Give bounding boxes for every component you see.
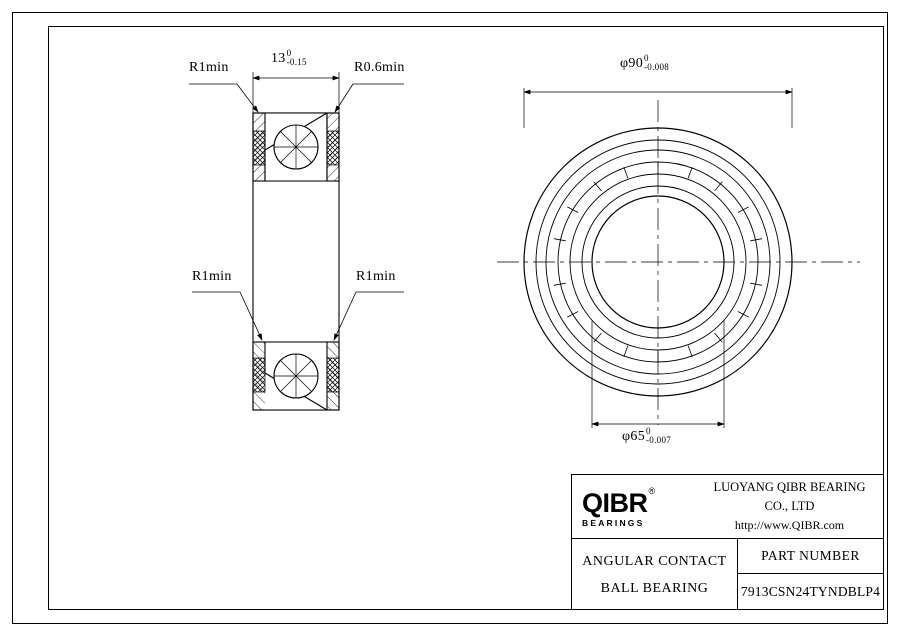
title-block-body: [572, 539, 883, 610]
label-width-dimension: [271, 50, 307, 68]
bore-diameter-tol-lower: -0.007: [646, 435, 672, 445]
product-description: [572, 539, 738, 610]
product-description-line2: BALL BEARING: [600, 580, 709, 596]
registered-trademark-icon: ®: [648, 486, 655, 496]
company-info: [702, 478, 883, 535]
part-number-section: [738, 539, 883, 610]
brand-name: QIBR: [582, 488, 648, 518]
title-block: [571, 474, 884, 610]
width-tol-upper: 0: [286, 48, 292, 58]
section-view-group: [189, 72, 404, 410]
label-r1min-top-left: R1min: [189, 60, 229, 75]
front-view-group: [497, 88, 860, 428]
label-r1min-bottom-left: R1min: [192, 269, 232, 284]
company-name: LUOYANG QIBR BEARING CO., LTD: [713, 480, 866, 513]
bore-diameter-symbol: φ: [622, 429, 631, 445]
width-tol-lower: -0.15: [286, 57, 307, 67]
label-bore-diameter: [622, 428, 671, 446]
brand-logo: [572, 485, 702, 528]
title-block-header: [572, 475, 883, 539]
part-number-value: 7913CSN24TYNDBLP4: [740, 584, 881, 599]
brand-logo-text: [582, 485, 654, 517]
outer-diameter-tol-lower: -0.008: [644, 62, 670, 72]
outer-diameter-symbol: φ: [620, 56, 629, 72]
label-outer-diameter: [620, 55, 669, 73]
product-description-line1: ANGULAR CONTACT: [582, 553, 727, 569]
part-number-label: PART NUMBER: [738, 539, 883, 574]
label-r1min-bottom-right: R1min: [356, 269, 396, 284]
outer-diameter-value: 90: [628, 56, 643, 72]
width-value: 13: [271, 51, 286, 67]
outer-diameter-tol-upper: 0: [644, 53, 649, 63]
label-r06min-top-right: R0.6min: [354, 60, 405, 75]
bore-diameter-tol-upper: 0: [646, 426, 651, 436]
brand-tagline: BEARINGS: [582, 518, 645, 528]
bore-diameter-value: 65: [630, 429, 645, 445]
company-website: http://www.QIBR.com: [734, 518, 845, 532]
